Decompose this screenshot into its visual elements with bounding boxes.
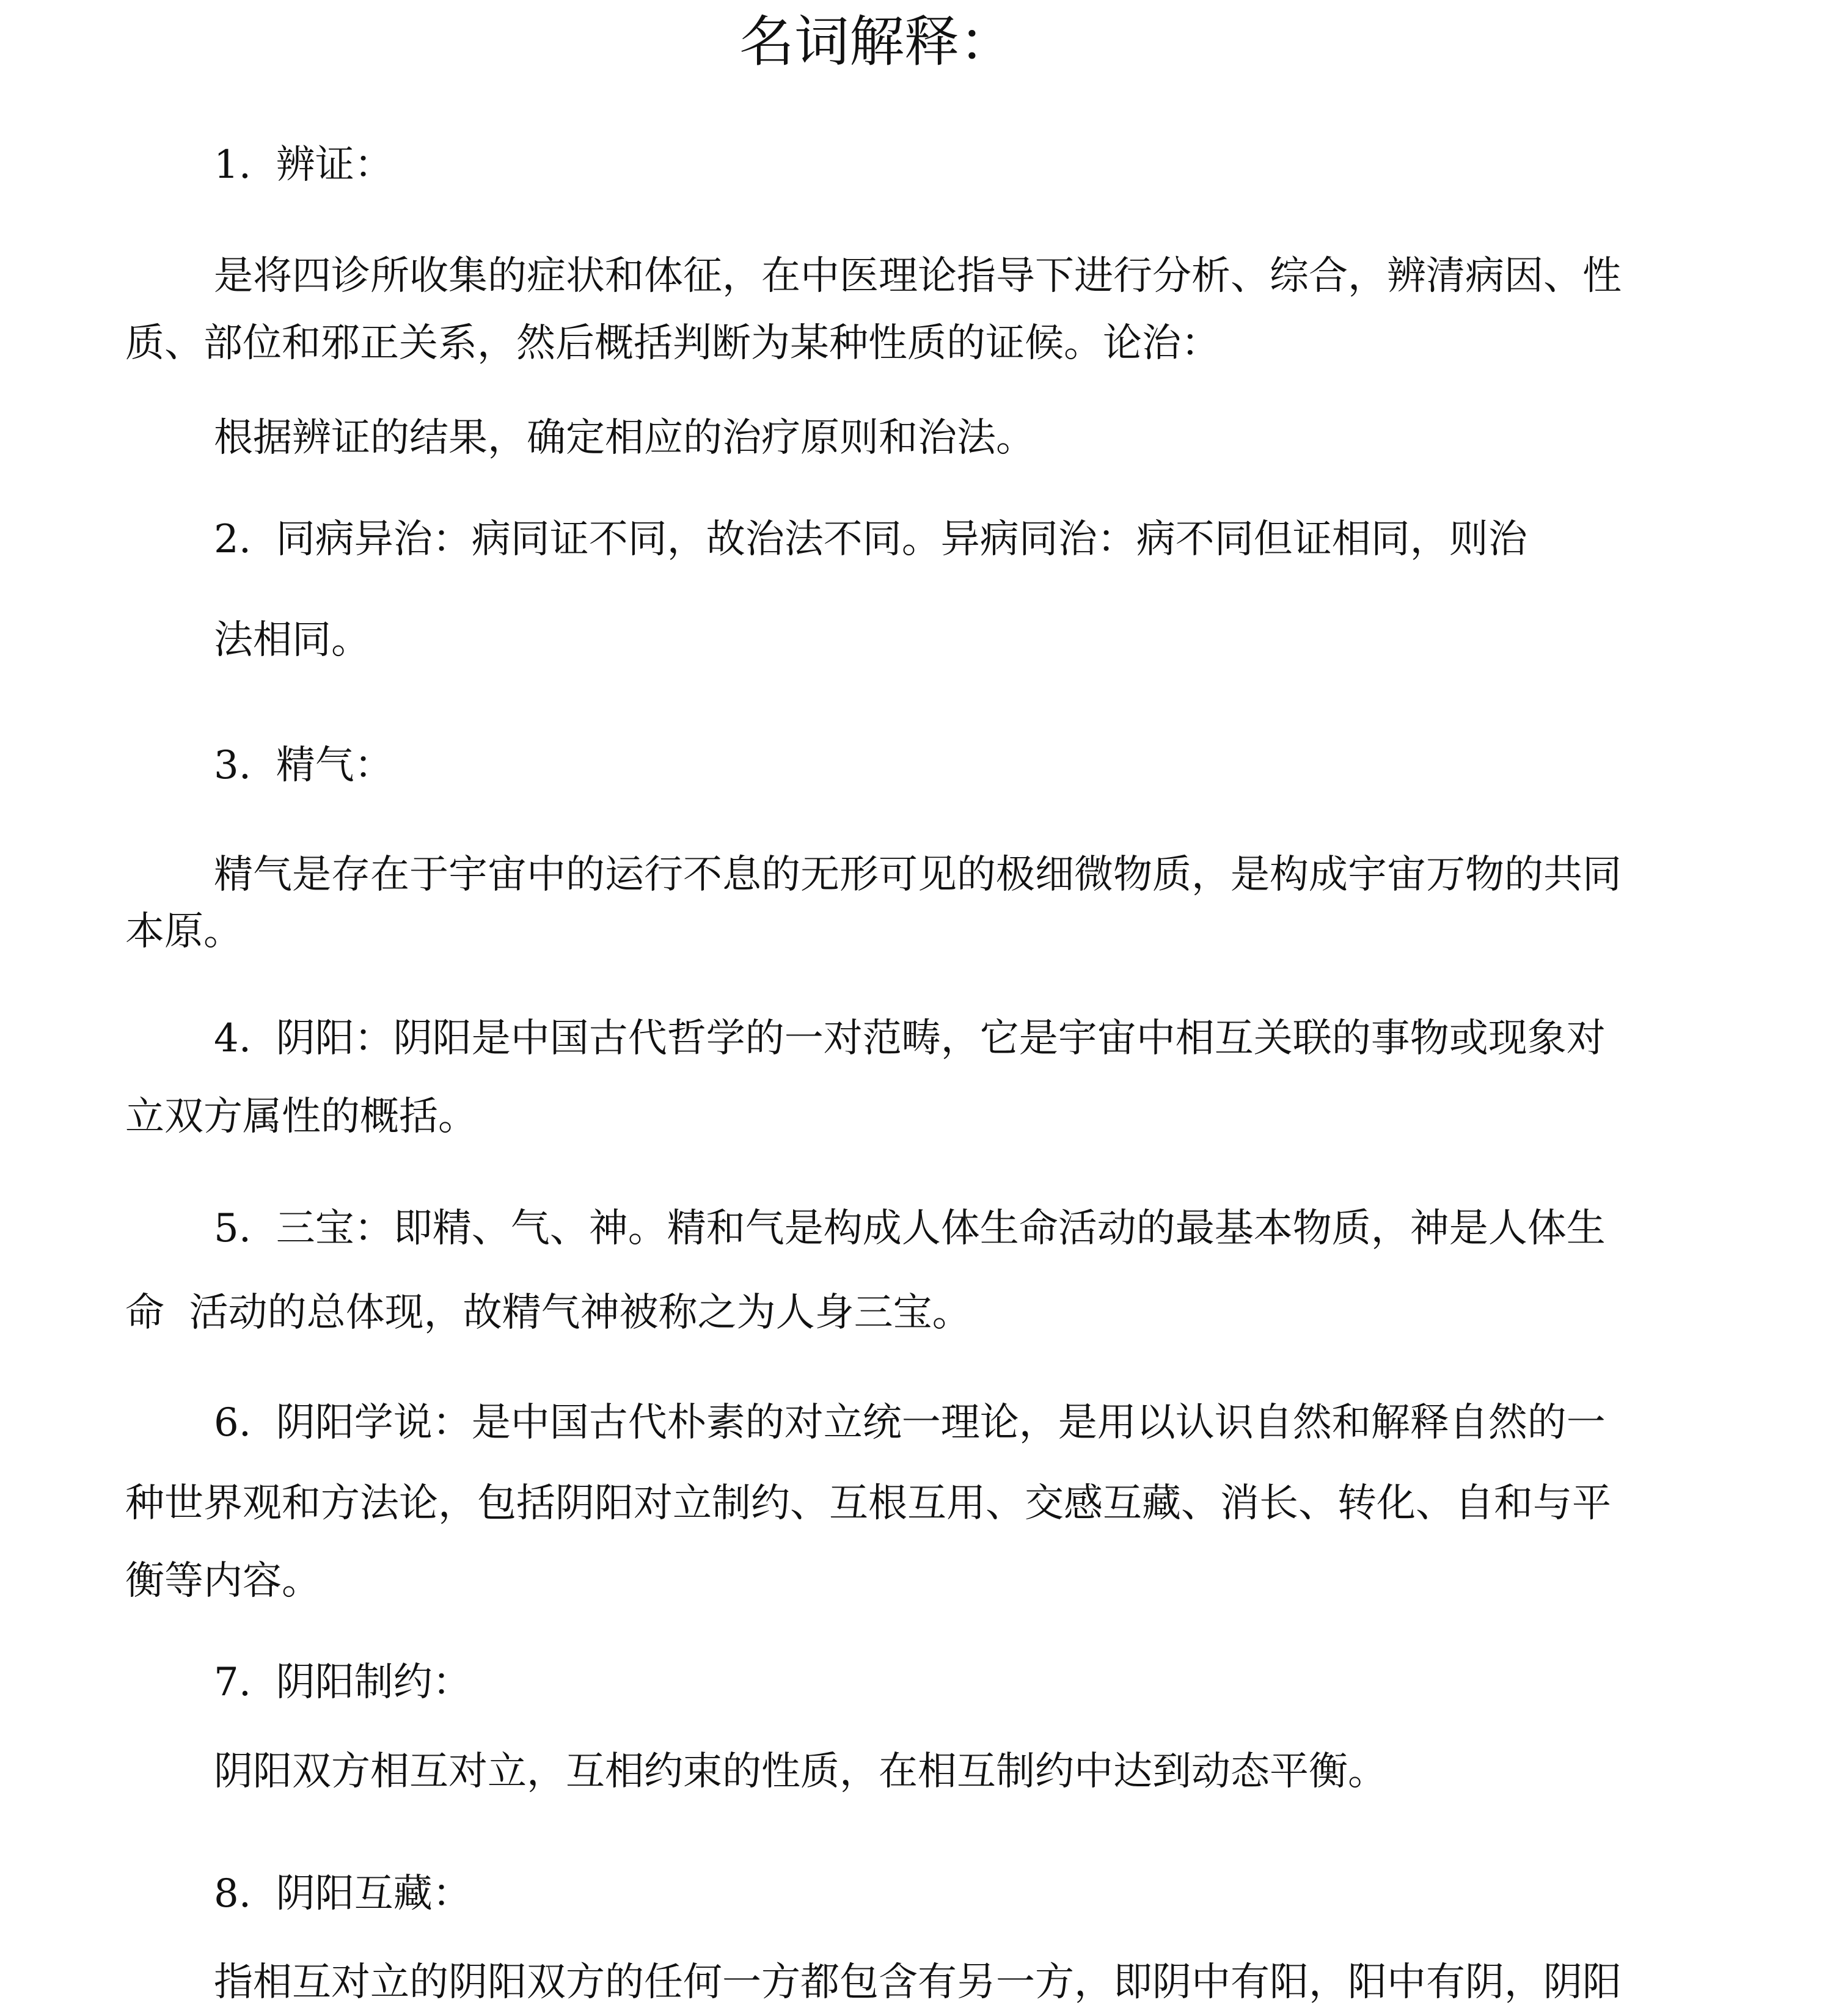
term-heading: 8. 阴阳互藏： — [214, 1871, 472, 1916]
term-heading: 5. 三宝：即精、气、神。精和气是构成人体生命活动的最基本物质，神是人体生 — [214, 1206, 1606, 1251]
term-heading: 3. 精气： — [214, 743, 393, 788]
term-text: 种世界观和方法论，包括阴阳对立制约、互根互用、交感互藏、消长、转化、自和与平 — [125, 1481, 1611, 1526]
term-heading: 4. 阴阳：阴阳是中国古代哲学的一对范畴，它是宇宙中相互关联的事物或现象对 — [214, 1016, 1606, 1061]
term-text: 命 活动的总体现，故精气神被称之为人身三宝。 — [125, 1290, 971, 1335]
term-heading: 2. 同病异治：病同证不同，故治法不同。异病同治：病不同但证相同，则治 — [214, 517, 1527, 562]
page-title: 名词解释： — [739, 10, 1014, 74]
term-heading: 6. 阴阳学说：是中国古代朴素的对立统一理论，是用以认识自然和解释自然的一 — [214, 1400, 1606, 1445]
term-text: 阴阳双方相互对立，互相约束的性质，在相互制约中达到动态平衡。 — [214, 1749, 1387, 1794]
term-heading: 7. 阴阳制约： — [214, 1660, 472, 1705]
term-text: 法相同。 — [214, 618, 370, 663]
term-heading: 1. 辨证： — [214, 142, 393, 188]
term-text: 是将四诊所收集的症状和体征，在中医理论指导下进行分析、综合，辨清病因、性 — [214, 254, 1622, 299]
term-text: 立双方属性的概括。 — [125, 1094, 477, 1139]
term-text: 质、部位和邪正关系，然后概括判断为某种性质的证候。论治： — [125, 321, 1220, 366]
term-text: 指相互对立的阴阳双方的任何一方都包含有另一方，即阴中有阳，阳中有阴，阴阳 — [214, 1960, 1622, 2005]
term-text: 衡等内容。 — [125, 1558, 321, 1604]
term-text: 本原。 — [125, 909, 243, 954]
term-text: 根据辨证的结果，确定相应的治疗原则和治法。 — [214, 415, 1035, 461]
term-text: 精气是存在于宇宙中的运行不息的无形可见的极细微物质，是构成宇宙万物的共同 — [214, 852, 1622, 897]
